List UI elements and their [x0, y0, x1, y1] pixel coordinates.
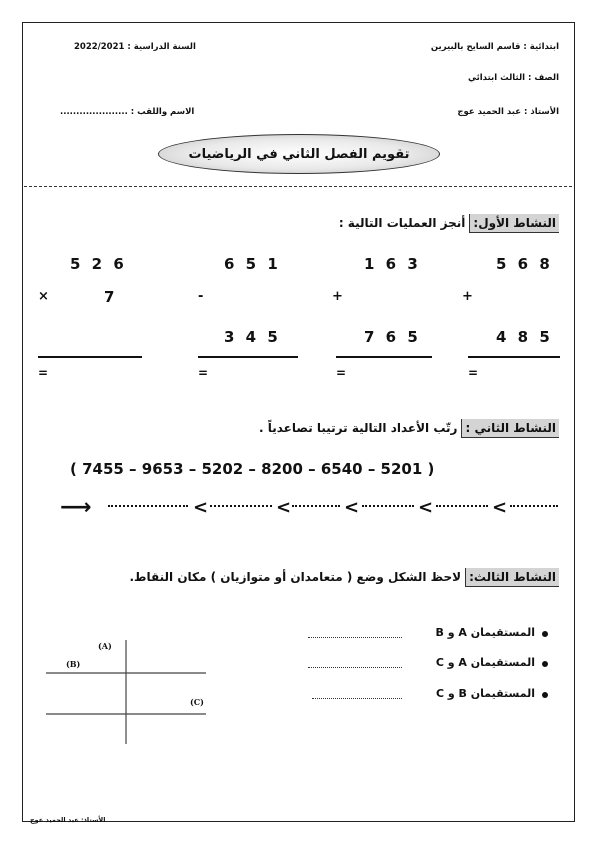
school-name: ابتدائية : قاسم السايح بالبيرين [430, 42, 559, 52]
answer-field-3[interactable] [312, 698, 402, 699]
activity3-label: النشاط الثالث: [465, 568, 559, 587]
class-name: الصف : الثالث ابتدائي [467, 73, 559, 83]
op1-top: 5 6 8 [496, 255, 550, 273]
answer-field-2[interactable] [308, 667, 402, 668]
op1-equals: = [468, 366, 479, 380]
bullet-3 [542, 692, 548, 698]
op1-sign: + [462, 289, 473, 304]
op3-line [198, 356, 298, 358]
question-2: المستقيمان A و C [435, 656, 535, 669]
op4-equals: = [38, 366, 49, 380]
op4-bottom: 7 [104, 288, 115, 306]
activity3-header [129, 566, 559, 588]
teacher-name: الأستاذ : عبد الحميد عوج [457, 107, 559, 117]
op3-sign: - [198, 289, 204, 304]
activity2-instruction: رتّب الأعداد التالية ترتيبا تصاعدياً . [258, 421, 458, 435]
answer-field-1[interactable] [308, 637, 402, 638]
less-than-5: < [492, 497, 508, 518]
activity1-label: النشاط الأول: [469, 214, 559, 233]
school-year: السنة الدراسية : 2022/2021 [74, 42, 196, 52]
op2-line [336, 356, 432, 358]
arrow-right-icon: ⟶ [60, 495, 92, 520]
answer-blank-6[interactable] [510, 505, 558, 507]
op4-line [38, 356, 142, 358]
question-3: المستقيمان B و C [435, 687, 535, 700]
lines-figure [40, 636, 220, 748]
answer-blank-1[interactable] [108, 505, 188, 507]
answer-blank-2[interactable] [210, 505, 272, 507]
question-1: المستقيمان A و B [435, 626, 535, 639]
op1-line [468, 356, 560, 358]
op3-equals: = [198, 366, 209, 380]
less-than-3: < [344, 497, 360, 518]
answer-blank-3[interactable] [292, 505, 340, 507]
label-line-a: (A) [98, 641, 112, 651]
answer-blank-4[interactable] [362, 505, 414, 507]
op2-sign: + [332, 289, 343, 304]
activity2-label: النشاط الثاني : [461, 419, 559, 438]
divider-line [24, 186, 572, 187]
less-than-2: < [276, 497, 292, 518]
op1-bottom: 4 8 5 [496, 328, 550, 346]
student-name-field[interactable]: الاسم واللقب : ..................... [60, 107, 195, 117]
number-sequence: ( 7455 – 9653 – 5202 – 8200 – 6540 – 5201 ) [70, 460, 435, 478]
op4-sign: × [38, 289, 49, 304]
activity1-header [339, 212, 559, 234]
bullet-1 [542, 631, 548, 637]
op2-bottom: 7 6 5 [364, 328, 418, 346]
label-line-b: (B) [66, 659, 81, 669]
less-than-1: < [193, 497, 209, 518]
exam-title: تقويم الفصل الثاني في الرياضيات [158, 134, 440, 174]
footer-teacher: الأستاذ: عبد الحميد عوج [30, 816, 106, 824]
activity3-instruction: لاحظ الشكل وضع ( متعامدان أو متوازيان ) مكان النقاط. [129, 570, 462, 584]
op2-top: 1 6 3 [364, 255, 418, 273]
bullet-2 [542, 661, 548, 667]
less-than-4: < [418, 497, 434, 518]
answer-blank-5[interactable] [436, 505, 488, 507]
activity2-header [259, 417, 559, 439]
op4-top: 5 2 6 [70, 255, 124, 273]
op2-equals: = [336, 366, 347, 380]
label-line-c: (C) [190, 697, 204, 707]
op3-bottom: 3 4 5 [224, 328, 278, 346]
activity1-instruction: أنجز العمليات التالية : [338, 216, 466, 230]
op3-top: 6 5 1 [224, 255, 278, 273]
